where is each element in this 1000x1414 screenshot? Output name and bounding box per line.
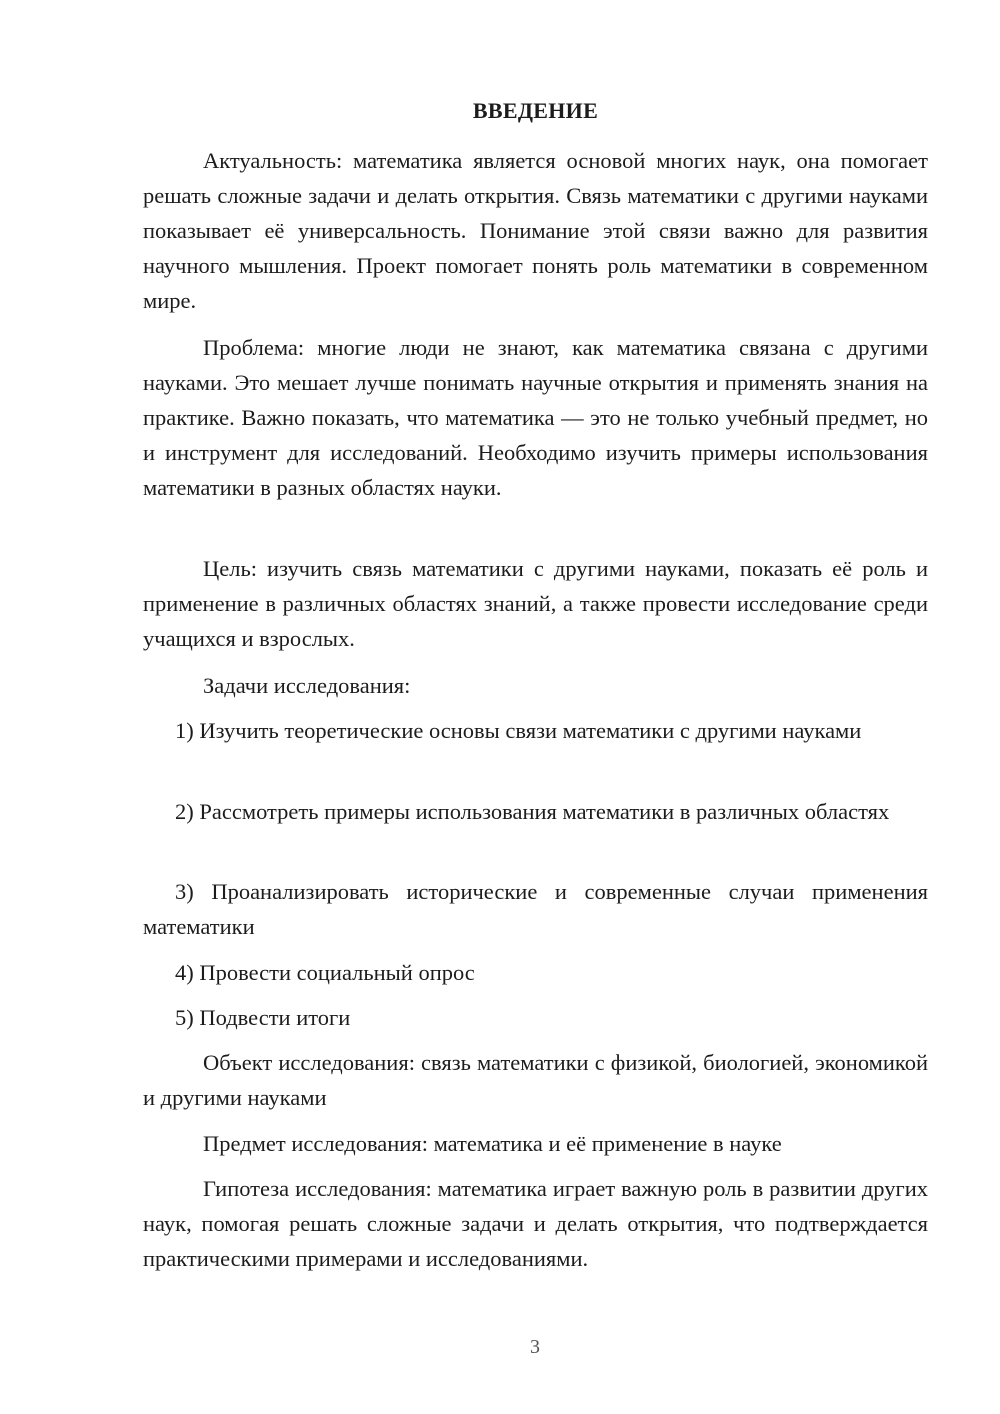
object-paragraph: Объект исследования: связь математики с физикой, биологией, экономикой и другими науками	[143, 1050, 928, 1110]
page-number: 3	[530, 1336, 540, 1358]
hypothesis-paragraph: Гипотеза исследования: математика играет важную роль в развитии других наук, помогая решать сложные задачи и делать открытия, что подтверждается практическими примерами и исследованиями.	[143, 1176, 928, 1271]
task-item-3: 3) Проанализировать исторические и современные случаи применения математики	[143, 879, 928, 939]
goal-paragraph: Цель: изучить связь математики с другими науками, показать её роль и применение в различных областях знаний, а также провести исследование среди учащихся и взрослых.	[143, 556, 928, 651]
relevance-paragraph: Актуальность: математика является основой многих наук, она помогает решать сложные задачи и делать открытия. Связь математики с другими науками показывает её универсальность. Понимание этой связи важно для развития научного мышления. Проект помогает понять роль математики в современном мире.	[143, 148, 928, 313]
task-item-4: 4) Провести социальный опрос	[175, 960, 475, 985]
page-title: ВВЕДЕНИЕ	[472, 98, 599, 123]
tasks-heading: Задачи исследования:	[203, 673, 411, 698]
subject-paragraph: Предмет исследования: математика и её применение в науке	[203, 1131, 782, 1156]
problem-paragraph: Проблема: многие люди не знают, как математика связана с другими науками. Это мешает лучше понимать научные открытия и применять знания на практике. Важно показать, что математика — это не только учебный предмет, но и инструмент для исследований. Необходимо изучить примеры использования математики в разных областях науки.	[143, 335, 928, 500]
task-item-1: 1) Изучить теоретические основы связи математики с другими науками	[175, 718, 862, 743]
task-item-2: 2) Рассмотреть примеры использования математики в различных областях	[175, 799, 890, 824]
task-item-5: 5) Подвести итоги	[175, 1005, 351, 1030]
